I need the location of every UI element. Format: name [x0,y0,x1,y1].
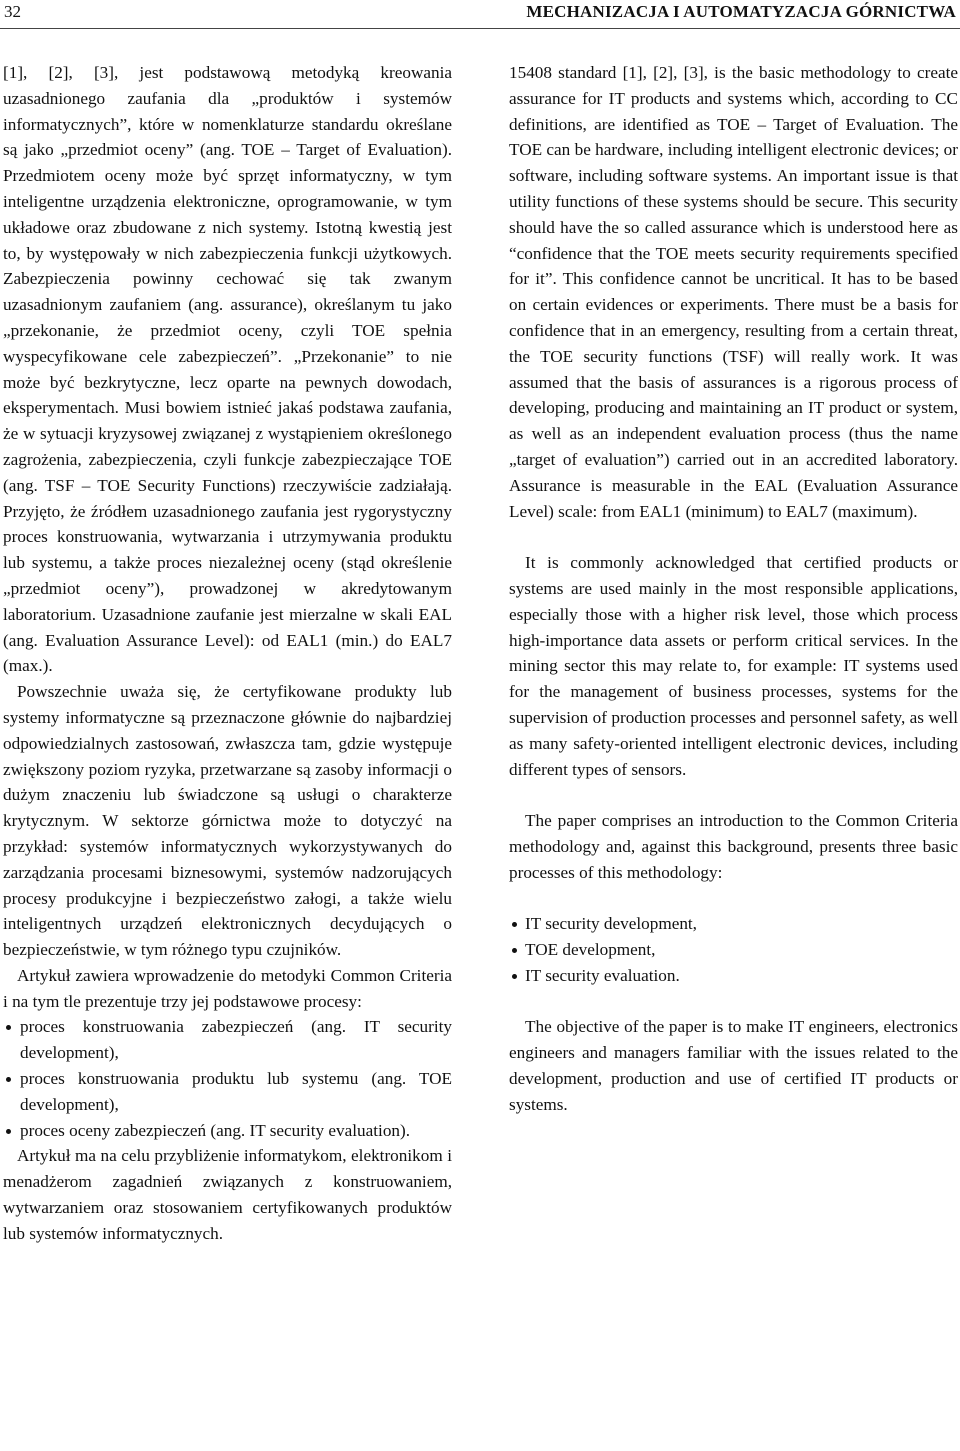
list-item: IT security evaluation. [509,963,958,989]
paragraph: [1], [2], [3], jest podstawową metodyką kreowania uzasadnionego zaufania dla „produktów i systemów informatycznych”, które w nomenklaturze standardu określane są jako „przedmiot oceny” (ang. TOE – Target of Evaluation). Przedmiotem oceny może być sprzęt informatyczny, w tym inteligentne urządzenia elektroniczne, oprogramowanie, w tym układowe oraz zbudowane z nich systemy. Istotną kwestią jest to, by występowały w nich zabezpieczenia funkcji użytkowych. Zabezpieczenia powinny cechować się tak zwanym uzasadnionym zaufaniem (ang. assurance), określanym tu jako „przekonanie, że przedmiot oceny, czyli TOE spełnia wyspecyfikowane cele zabezpieczeń”. „Przekonanie” to nie może być bezkrytyczne, lecz oparte na pewnych dowodach, eksperymentach. Musi bowiem istnieć jakaś podstawa zaufania, że w sytuacji kryzysowej związanej z wystąpieniem określonego zagrożenia, zabezpieczenia, czyli funkcje zabezpieczające TOE (ang. TSF – TOE Security Functions) rzeczywiście zadziałają. Przyjęto, że źródłem uzasadnionego zaufania jest rygorystyczny proces konstruowania, wytwarzania i utrzymywania produktu lub systemu, a także proces niezależnej oceny (stąd określenie „przedmiot oceny”), prowadzonej w akredytowanym laboratorium. Uzasadnione zaufanie jest mierzalne w skali EAL (ang. Evaluation Assurance Level): od EAL1 (min.) do EAL7 (max.). [3,63,452,676]
journal-title: MECHANIZACJA I AUTOMATYZACJA GÓRNICTWA [526,2,956,21]
paragraph: Powszechnie uważa się, że certyfikowane produkty lub systemy informatyczne są przeznaczone głównie do najbardziej odpowiedzialnych zastosowań, zwłaszcza tam, gdzie występuje zwiększony poziom ryzyka, przetwarzane są zasoby informacji o dużym znaczeniu lub świadczone są usługi o charakterze krytycznym. W sektorze górnictwa może to dotyczyć na przykład: systemów informatycznych wykorzystywanych do zarządzania procesami biznesowymi, systemów nadzorujących procesy produkcyjne i bezpieczeństwo załogi, a także wielu inteligentnych urządzeń elektronicznych decydujących o bezpieczeństwie, w tym różnego typu czujników. [3,682,452,960]
english-column [509,60,958,1118]
paragraph: Artykuł zawiera wprowadzenie do metodyki Common Criteria i na tym tle prezentuje trzy jej podstawowe procesy: [3,965,452,1011]
page-number: 32 [4,2,21,21]
paragraph: The objective of the paper is to make IT engineers, electronics engineers and managers familiar with the issues related to the development, production and use of certified IT products or systems. [509,1017,958,1114]
list-item: proces konstruowania zabezpieczeń (ang. IT security development), [3,1014,452,1066]
list-item: TOE development, [509,937,958,963]
paragraph: The paper comprises an introduction to the Common Criteria methodology and, against this background, presents three basic processes of this methodology: [509,811,958,882]
list-item: proces konstruowania produktu lub systemu (ang. TOE development), [3,1066,452,1118]
paragraph: 15408 standard [1], [2], [3], is the basic methodology to create assurance for IT products and systems which, according to CC definitions, are identified as TOE – Target of Evaluation. The TOE can be hardware, including intelligent electronic devices; or software, including software systems. An important issue is that utility functions of these systems should be secure. This security should have the so called assurance which is understood here as “confidence that the TOE meets security requirements specified for it”. This confidence cannot be uncritical. It has to be based on certain evidences or experiments. There must be a basis for confidence that in an emergency, resulting from a certain threat, the TOE security functions (TSF) will really work. It was assumed that the basis of assurances is a rigorous process of developing, producing and maintaining an IT product or system, as well as an independent evaluation process (thus the name „target of evaluation”) carried out in an accredited laboratory. Assurance is measurable in the EAL (Evaluation Assurance Level) scale: from EAL1 (minimum) to EAL7 (maximum). [509,63,958,521]
bullet-list [509,911,958,988]
paragraph: Artykuł ma na celu przybliżenie informatykom, elektronikom i menadżerom zagadnień związanych z konstruowaniem, wytwarzaniem oraz stosowaniem certyfikowanych produktów lub systemów informatycznych. [3,1146,452,1243]
page-header [0,0,960,29]
paragraph: It is commonly acknowledged that certified products or systems are used mainly in the most responsible applications, especially those with a higher risk level, those which process high-importance data assets or perform critical services. In the mining sector this may relate to, for example: IT systems used for the management of business processes, systems for the supervision of production processes and personnel safety, as well as many safety-oriented intelligent electronic devices, including different types of sensors. [509,553,958,779]
list-item: IT security development, [509,911,958,937]
list-item: proces oceny zabezpieczeń (ang. IT security evaluation). [3,1118,452,1144]
polish-column [3,60,452,1247]
bullet-list [3,1014,452,1143]
